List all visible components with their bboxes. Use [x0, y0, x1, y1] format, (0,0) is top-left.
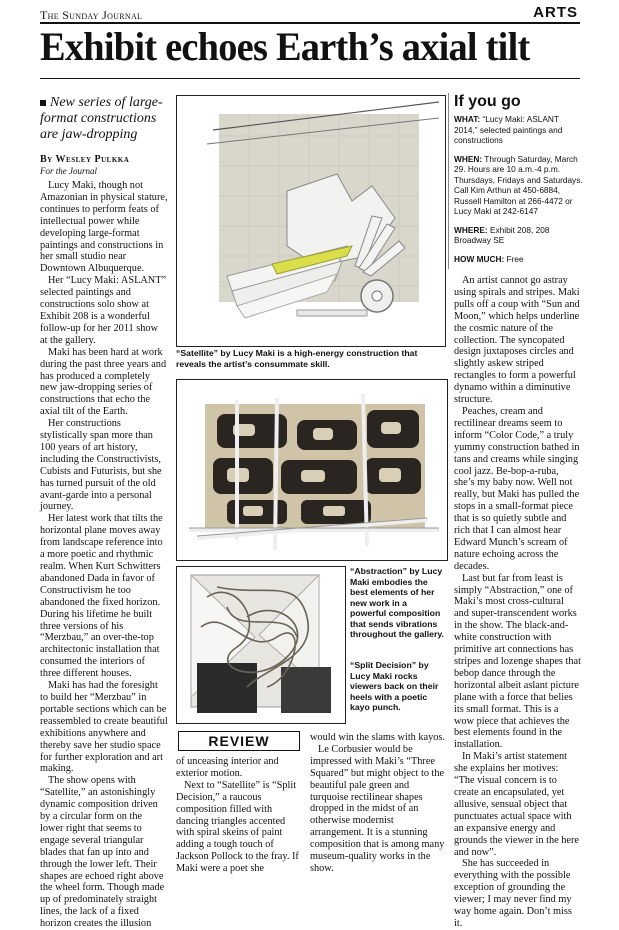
split-decision-artwork	[177, 567, 345, 723]
column-1	[40, 180, 168, 930]
paragraph: of unceasing interior and exterior motion.	[176, 756, 279, 779]
info-what: WHAT: “Lucy Maki: ASLANT 2014,” selected paintings and constructions	[454, 114, 563, 145]
if-you-go-box	[454, 93, 584, 272]
sidebar-divider	[448, 93, 449, 269]
paragraph: An artist cannot go astray using spirals and stripes. Maki pulls off a coup with “Sun and Moon,” which helps underline the cosmic nature of the collection. The syncopated design juxtaposes circles and slightly askew striped rectangles to form a powerful dynamo within a diminutive structure.	[454, 275, 580, 406]
column-right	[454, 275, 581, 930]
abstraction-artwork	[177, 380, 447, 560]
paragraph: In Maki’s artist statement she explains her motives: “The visual concern is to create an encapsulated, yet allusive, sensual object that punctuates actual space with an expansive energy and grounds the viewer in the here and now”.	[454, 751, 579, 858]
paragraph: She has succeeded in everything with the possible exception of grounding the viewer; I may never find my way home again. Don’t miss it.	[454, 858, 572, 929]
info-where: WHERE: Exhibit 208, 208 Broadway SE	[454, 224, 550, 245]
paragraph: Her “Lucy Maki: ASLANT” selected paintings and constructions solo show at Exhibit 208 is a wonderful follow-up for her 2011 show at the gallery.	[40, 275, 167, 346]
paper-name: The Sunday Journal	[40, 8, 143, 22]
abstraction-photo	[176, 379, 448, 561]
paragraph: The show opens with “Satellite,” an astonishingly dynamic composition driven by a circular form on the lower right that seems to engage several triangular blades that fan up into and through the lower left. Their shapes are echoed right above the wheel form. Though made up of predominately straight lines, the lack of a fixed horizon creates the illusion	[40, 775, 165, 930]
caption-split-decision: “Split Decision” by Lucy Maki rocks viewers back on their heels with a poetic kayo punch.	[350, 660, 439, 712]
paragraph: Last but far from least is simply “Abstraction,” one of Maki’s most cross-cultural and super-transcendent works in the show. The black-and-white construction with primitive art connections has stripes and lozenge shapes that bebop dance through the horizontal albeit aslant picture plane with a force that belies its small format. This is a wow piece that achieves the best elements found in the installation.	[454, 572, 581, 751]
paragraph: Le Corbusier would be impressed with Maki’s “Three Squared” but might object to the beautiful pale green and turquoise rectilinear shapes dropped in the midst of an otherwise modernist arrangement. It is a stunning composition that is among many museum-quality works in the show.	[310, 743, 445, 874]
headline-rule	[40, 78, 580, 79]
paragraph: would win the slams with kayos.	[310, 732, 445, 743]
byline-affiliation: For the Journal	[40, 166, 97, 176]
split-decision-photo	[176, 566, 346, 724]
info-when: WHEN: Through Saturday, March 29. Hours are 10 a.m.-4 p.m. Thursdays, Fridays and Saturdays. Call Kim Arthun at 450-6884, Russell Hamilton at 266-4472 or Lucy Maki at 242-6147	[454, 153, 583, 216]
paragraph: Maki has had the foresight to build her “Merzbau” in portable sections which can be reassembled to create beautiful exhibitions anywhere and thereby save her studio space for further exploration and art making.	[40, 680, 168, 775]
bullet-icon	[40, 100, 46, 106]
deck	[40, 95, 168, 143]
deck-text: New series of large-format constructions are jaw-dropping	[40, 95, 163, 142]
caption-satellite: “Satellite” by Lucy Maki is a high-energy construction that reveals the artist’s consummate skill.	[176, 348, 418, 369]
review-label: REVIEW	[178, 731, 300, 751]
satellite-artwork	[177, 96, 445, 346]
byline-author: By Wesley Pulkka	[40, 154, 130, 165]
paragraph: Peaches, cream and rectilinear dreams seem to inform “Color Code,” a truly yummy construction bathed in tans and creams while singing cool jazz. Be-bop-a-ruba, she’s my baby now. Well not really, but Maki has pulled the stops in a small-format piece that is so quietly subtle and rich that I can almost hear Edward Munch’s scream of nature echoing across the decades.	[454, 405, 580, 572]
caption-abstraction: “Abstraction” by Lucy Maki embodies the best elements of her new work in a powerful composition that sends vibrations throughout the gallery.	[350, 566, 444, 639]
section-label: ARTS	[533, 4, 578, 21]
column-3	[310, 732, 446, 875]
paragraph: Maki has been hard at work during the past three years and has produced a completely new jaw-dropping series of constructions that echo the axial tilt of the Earth.	[40, 346, 167, 418]
paragraph: Lucy Maki, though not Amazonian in physical stature, continues to perform feats of intellectual power while developing large-format paintings and constructions in her small studio near Downtown Albuquerque.	[40, 180, 168, 275]
satellite-photo	[176, 95, 446, 347]
paragraph: Her latest work that tilts the horizontal plane moves away from landscape reference into a more poetic and rhythmic realm. When Kurt Schwitters abandoned Dada in favor of Constructivism he too abandoned the fixed horizon. During his lifetime he built three versions of his “Merzbau,” an over-the-top architectonic installation that consumed the interiors of three different houses.	[40, 513, 163, 680]
column-2	[176, 756, 301, 875]
paragraph: Next to “Satellite” is “Split Decision,” a raucous composition filled with dancing triangles accented with spiral skeins of paint adding a tough touch of Jackson Pollock to the fray. If Maki were a poet she	[176, 779, 299, 875]
paragraph: Her constructions stylistically span more than 100 years of art history, including the Constructivists, Cubists and Futurists, but she has turned pursuit of the old avant-garde into a personal journey.	[40, 418, 162, 513]
if-you-go-title: If you go	[454, 93, 521, 110]
info-how-much: HOW MUCH: Free	[454, 253, 524, 264]
headline: Exhibit echoes Earth’s axial tilt	[40, 24, 530, 69]
